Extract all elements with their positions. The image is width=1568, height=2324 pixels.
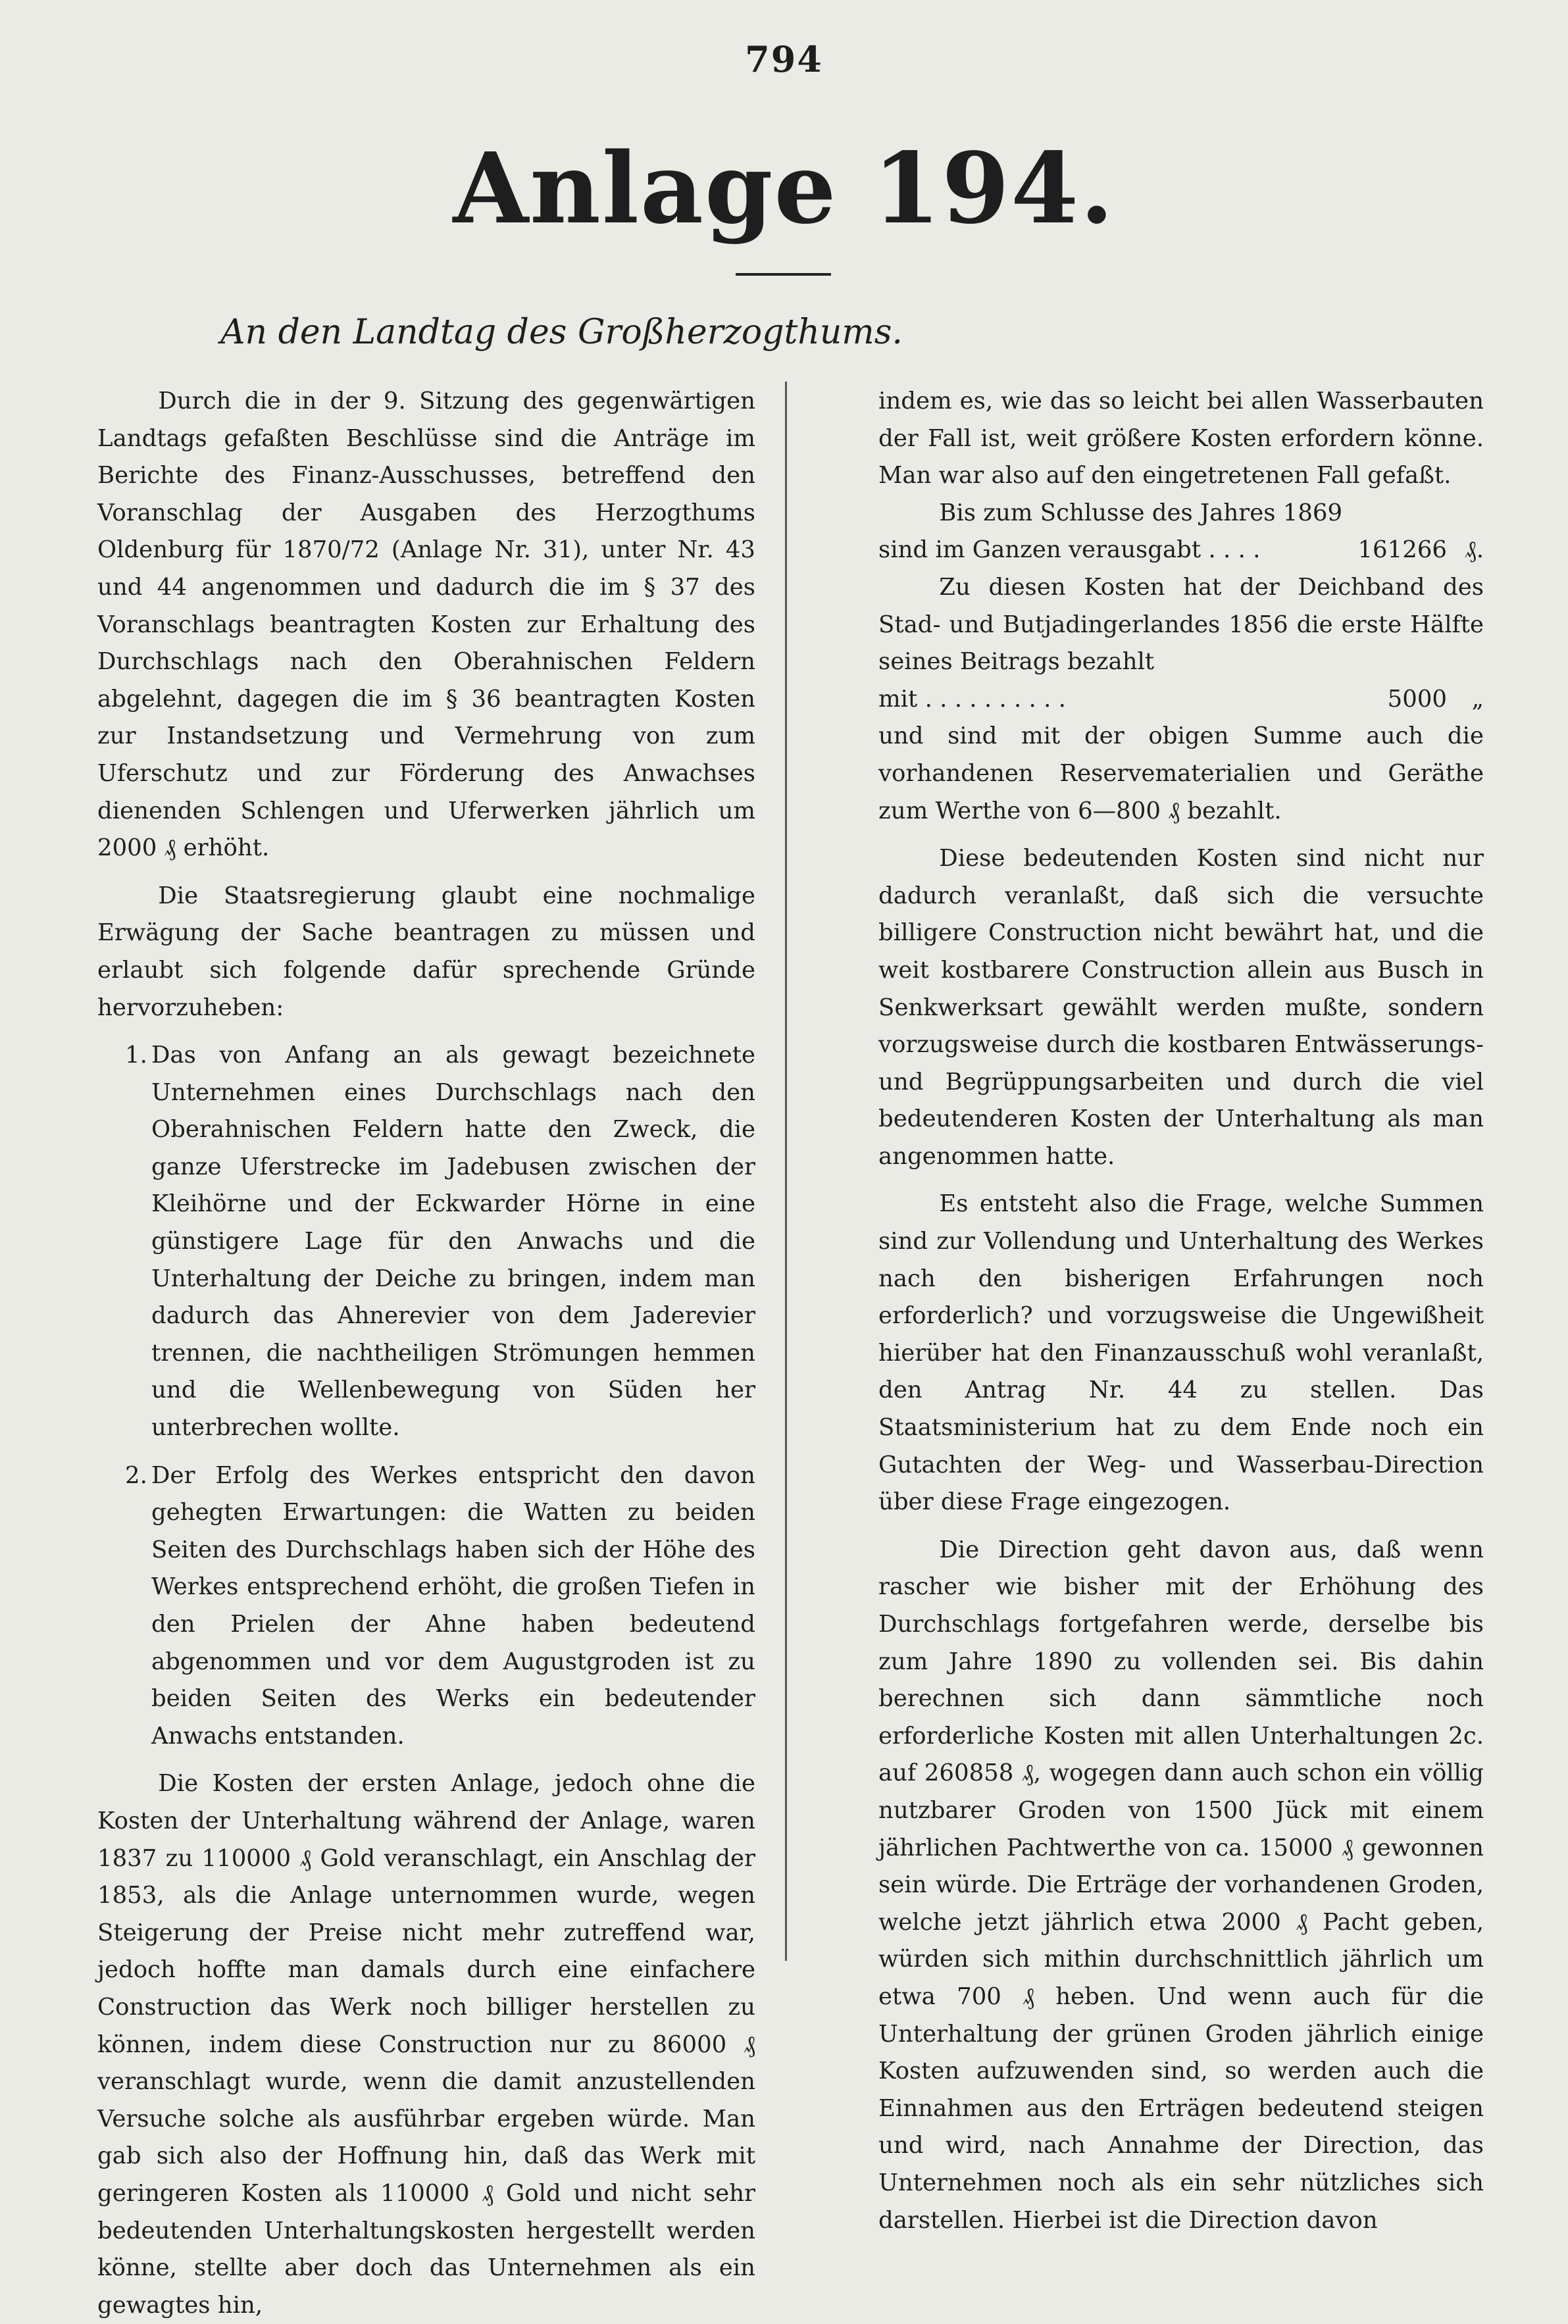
right-paragraph-3-tail: und sind mit der obigen Summe auch die vorhandenen Reservematerialien und Geräthe zum Werthe von 6—800 ₰ bezahlt. — [878, 722, 1484, 824]
ledger-label: mit . . . . . . . . . . — [878, 685, 1066, 713]
item-text: Der Erfolg des Werkes entspricht den davon gehegten Erwartungen: die Watten zu beiden Seiten des Durchschlags haben sich der Höhe des Werkes entsprechend erhöht, die großen Tiefen in den Prielen der Ahne haben bedeutend abgenommen und vor dem Augustgroden ist zu beiden Seiten des Werks ein bedeutender Anwachs entstanden. — [151, 1461, 755, 1750]
heading-divider — [736, 273, 831, 276]
ledger-amount: 5000 — [1387, 685, 1447, 713]
document-heading: Anlage 194. — [453, 131, 1115, 245]
column-divider — [785, 382, 787, 1961]
left-paragraph-1: Durch die in der 9. Sitzung des gegenwärtigen Landtags gefaßten Beschlüsse sind die Anträge im Berichte des Finanz-Ausschusses, betreffend den Voranschlag der Ausgaben des Herzogthums Oldenburg für 1870/72 (Anlage Nr. 31), unter Nr. 43 und 44 angenommen und dadurch die im § 37 des Voranschlags beantragten Kosten zur Erhaltung des Durchschlags nach den Oberahnischen Feldern abgelehnt, dagegen die im § 36 beantragten Kosten zur Instandsetzung und Vermehrung von zum Uferschutz und zur Förderung des Anwachses dienenden Schlengen und Uferwerken jährlich um 2000 ₰ erhöht. — [97, 388, 755, 862]
item-text: Das von Anfang an als gewagt bezeichnete Unternehmen eines Durchschlags nach den Oberahnischen Feldern hatte den Zweck, die ganze Uferstrecke im Jadebusen zwischen der Kleihörne und der Eckwarder Hörne in eine günstigere Lage für den Anwachs und die Unterhaltung der Deiche zu bringen, indem man dadurch das Ahnerevier von dem Jaderevier trennen, die nachtheiligen Strömungen hemmen und die Wellenbewegung von Süden her unterbrechen wollte. — [151, 1042, 755, 1442]
ledger-amount: 161266 — [1357, 536, 1447, 564]
right-paragraph-5: Es entsteht also die Frage, welche Summen sind zur Vollendung und Unterhaltung des Werkes nach den bisherigen Erfahrungen noch erforderlich? und vorzugsweise die Ungewißheit hierüber hat den Finanzausschuß wohl veranlaßt, den Antrag Nr. 44 zu stellen. Das Staatsministerium hat zu dem Ende noch ein Gutachten der Weg- und Wasserbau-Direction über diese Frage eingezogen. — [878, 1190, 1484, 1516]
numbered-item-1 — [97, 1037, 755, 1447]
item-number: 1. — [125, 1042, 147, 1069]
item-number: 2. — [125, 1461, 147, 1489]
right-column — [878, 383, 1484, 2239]
right-paragraph-1: indem es, wie das so leicht bei allen Wasserbauten der Fall ist, weit größere Kosten erfordern könne. Man war also auf den eingetretenen Fall gefaßt. — [878, 388, 1484, 490]
page-number: 794 — [745, 38, 823, 80]
ledger-unit: „ — [1471, 685, 1484, 713]
right-paragraph-6: Die Direction geht davon aus, daß wenn rascher wie bisher mit der Erhöhung des Durchschlags fortgefahren werde, derselbe bis zum Jahre 1890 zu vollenden sei. Bis dahin berechnen sich dann sämmtliche noch erforderliche Kosten mit allen Unterhaltungen 2c. auf 260858 ₰, wogegen dann auch schon ein völlig nutzbarer Groden von 1500 Jück mit einem jährlichen Pachtwerthe von ca. 15000 ₰ gewonnen sein würde. Die Erträge der vorhandenen Groden, welche jetzt jährlich etwa 2000 ₰ Pacht geben, würden sich mithin durchschnittlich jährlich um etwa 700 ₰ heben. Und wenn auch für die Unterhaltung der grünen Groden jährlich einige Kosten aufzuwenden sind, so werden auch die Einnahmen aus den Erträgen bedeutend steigen und wird, nach Annahme der Direction, das Unternehmen noch als ein sehr nützliches sich darstellen. Hierbei ist die Direction davon — [878, 1536, 1484, 2234]
left-paragraph-2: Die Staatsregierung glaubt eine nochmalige Erwägung der Sache beantragen zu müssen und erlaubt sich folgende dafür sprechende Gründe hervorzuheben: — [97, 882, 755, 1021]
ledger-label: sind im Ganzen verausgabt . . . . — [878, 536, 1261, 564]
numbered-item-2 — [97, 1457, 755, 1756]
left-column — [97, 383, 755, 2324]
ledger-unit: ₰. — [1464, 536, 1484, 564]
right-paragraph-2-lead: Bis zum Schlusse des Jahres 1869 — [939, 499, 1343, 526]
ledger-row-1 — [878, 532, 1484, 569]
right-paragraph-4: Diese bedeutenden Kosten sind nicht nur dadurch veranlaßt, daß sich die versuchte billigere Construction nicht bewährt hat, und die weit kostbarere Construction allein aus Busch in Senkwerksart gewählt werden mußte, sondern vorzugsweise durch die kostbaren Entwässerungs- und Begrüppungsarbeiten und durch die viel bedeutenderen Kosten der Unterhaltung als man angenommen hatte. — [878, 845, 1484, 1170]
right-paragraph-3-lead: Zu diesen Kosten hat der Deichband des Stad- und Butjadingerlandes 1856 die erste Hälfte seines Beitrags bezahlt — [878, 573, 1484, 676]
ledger-row-2 — [878, 681, 1484, 719]
left-paragraph-3: Die Kosten der ersten Anlage, jedoch ohne die Kosten der Unterhaltung während der Anlage, waren 1837 zu 110000 ₰ Gold veranschlagt, ein Anschlag der 1853, als die Anlage unternommen wurde, wegen Steigerung der Preise nicht mehr zutreffend war, jedoch hoffte man damals durch eine einfachere Construction das Werk noch billiger herstellen zu können, indem diese Construction nur zu 86000 ₰ veranschlagt wurde, wenn die damit anzustellenden Versuche solche als ausführbar ergeben würde. Man gab sich also der Hoffnung hin, daß das Werk mit geringeren Kosten als 110000 ₰ Gold und nicht sehr bedeutenden Unterhaltungskosten hergestellt werden könne, stellte aber doch das Unternehmen als ein gewagtes hin, — [97, 1770, 755, 2319]
address-line: An den Landtag des Großherzogthums. — [220, 313, 903, 352]
